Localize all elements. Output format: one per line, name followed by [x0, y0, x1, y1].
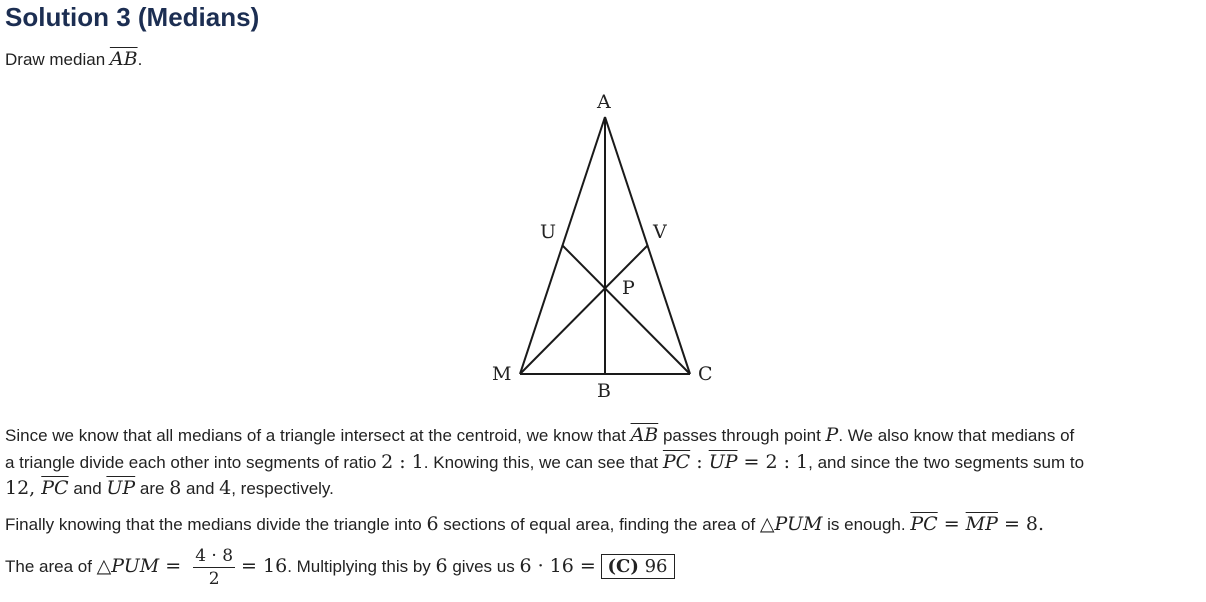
math-up: $\overline{UP}$ [708, 451, 738, 473]
math-sixteen: = 16 [241, 554, 288, 577]
math-p: P [825, 424, 839, 446]
label-v: V [653, 221, 667, 243]
math-triangle-pum: △PUM [759, 513, 823, 535]
answer-choice: (C) [607, 555, 639, 577]
para1-text: . We also know that medians of [838, 426, 1075, 445]
math-triangle-pum: △PUM [96, 554, 160, 577]
math-pc: $\overline{PC}$ [910, 513, 938, 535]
para3-line [5, 545, 675, 590]
math-eight: 8 [169, 477, 182, 499]
para1-line3 [5, 477, 334, 499]
para2-text: Finally knowing that the medians divide the triangle into [5, 515, 427, 534]
math-up: $\overline{UP}$ [106, 477, 136, 499]
para1-text: and [68, 479, 107, 498]
triangle-diagram [480, 88, 730, 408]
answer-box [601, 554, 675, 579]
math-pc: $\overline{PC}$ [41, 477, 69, 499]
label-c: C [698, 363, 713, 385]
math-equals: = [159, 554, 188, 577]
median-mv [520, 245, 648, 374]
math-equals-ratio: = 2 : 1 [737, 451, 809, 473]
para2-text: is enough. [822, 515, 911, 534]
math-colon: : [690, 451, 709, 473]
para1-text: Since we know that all medians of a triangle intersect at the centroid, we know that [5, 426, 631, 445]
math-four: 4 [219, 477, 232, 499]
fraction [193, 545, 235, 590]
label-b: B [597, 380, 611, 402]
para1-line1 [5, 424, 1074, 446]
para2-text: sections of equal area, finding the area of [438, 515, 760, 534]
solution-heading: Solution 3 (Medians) [5, 2, 260, 32]
para1-text: a triangle divide each other into segments of ratio [5, 453, 382, 472]
median-cu [562, 245, 690, 374]
para3-text: gives us [447, 556, 520, 576]
para1-text: , and since the two segments sum to [808, 453, 1085, 472]
intro-end: . [137, 50, 143, 69]
answer-value: 96 [644, 555, 668, 577]
math-equals-eight: = 8. [997, 513, 1045, 535]
intro-text: Draw median [5, 50, 110, 69]
math-ab: $\overline{AB}$ [630, 424, 659, 446]
math-pc: $\overline{PC}$ [662, 451, 691, 473]
para1-line2 [5, 451, 1084, 473]
math-six: 6 [435, 554, 448, 577]
math-ratio: 2 : 1 [381, 451, 424, 473]
math-product: 6 · 16 = [519, 554, 596, 577]
para3-text: The area of [5, 556, 97, 576]
label-u: U [540, 221, 557, 243]
para1-text: passes through point [658, 426, 826, 445]
fraction-denominator: 2 [208, 569, 220, 589]
label-a: A [597, 91, 611, 113]
math-six: 6 [426, 513, 439, 535]
math-equals: = [937, 513, 966, 535]
para1-text: . Knowing this, we can see that [423, 453, 663, 472]
para1-text: are [135, 479, 170, 498]
para1-text: , respectively. [231, 479, 334, 498]
label-p: P [622, 277, 635, 299]
fraction-numerator: 4 · 8 [195, 546, 234, 566]
para2-line [5, 513, 1044, 535]
para3-text: . Multiplying this by [287, 556, 436, 576]
math-mp: $\overline{MP}$ [965, 513, 998, 535]
intro-line [5, 48, 142, 70]
intro-math-ab: $\overline{AB}$ [109, 48, 138, 70]
label-m: M [492, 363, 512, 385]
para1-text: and [181, 479, 220, 498]
math-twelve: 12, [5, 477, 42, 499]
